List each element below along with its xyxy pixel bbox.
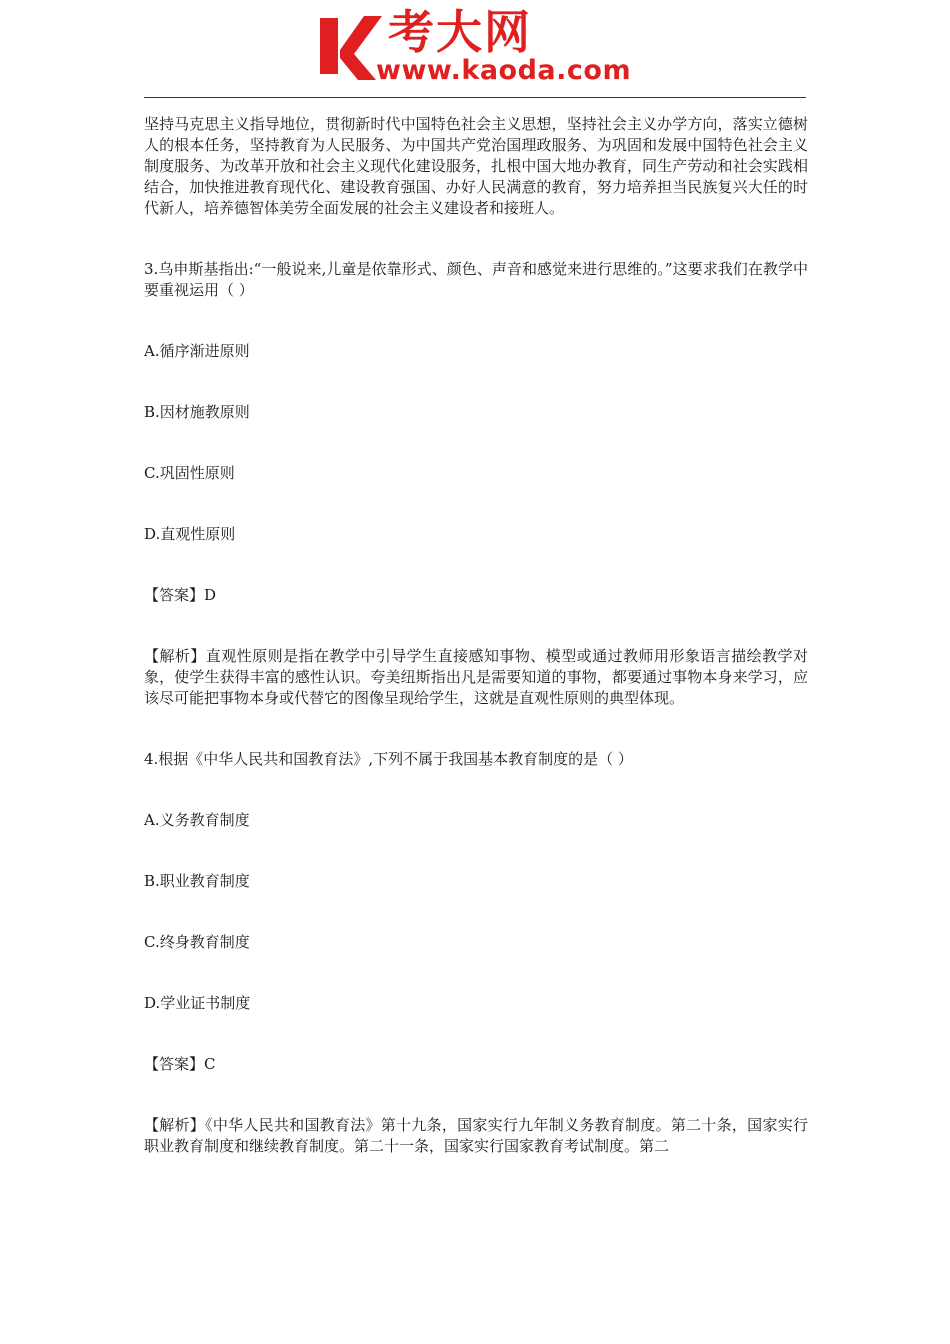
intro-paragraph: 坚持马克思主义指导地位，贯彻新时代中国特色社会主义思想，坚持社会主义办学方向，落实立德树人的根本任务，坚持教育为人民服务、为中国共产党治国理政服务、为巩固和发展中国特色社会主义制度服务、为改革开放和社会主义现代化建设服务，扎根中国大地办教育，同生产劳动和社会实践相结合，加快推进教育现代化、建设教育强国、办好人民满意的教育，努力培养担当民族复兴大任的时代新人，培养德智体美劳全面发展的社会主义建设者和接班人。: [144, 115, 808, 217]
question-4-option-c: C.终身教育制度: [144, 933, 250, 951]
question-3-stem: 3.乌申斯基指出:“一般说来,儿童是依靠形式、颜色、声音和感觉来进行思维的。”这要求我们在教学中要重视运用（ ）: [144, 260, 808, 299]
question-3-option-d: D.直观性原则: [144, 525, 236, 543]
header-divider: [144, 97, 806, 98]
logo-chinese-name: 考大网: [388, 5, 532, 59]
question-3-option-a: A.循序渐进原则: [144, 342, 250, 360]
question-3-answer: 【答案】D: [144, 586, 217, 604]
k-logo-icon: [318, 10, 382, 82]
question-4-stem: 4.根据《中华人民共和国教育法》,下列不属于我国基本教育制度的是（ ）: [144, 750, 633, 768]
document-body: [144, 114, 808, 1157]
question-3-option-c: C.巩固性原则: [144, 464, 235, 482]
question-4-option-b: B.职业教育制度: [144, 872, 250, 890]
question-4-option-a: A.义务教育制度: [144, 811, 250, 829]
logo-url: www.kaoda.com: [376, 55, 632, 86]
question-3-analysis: 【解析】直观性原则是指在教学中引导学生直接感知事物、模型或通过教师用形象语言描绘教学对象，使学生获得丰富的感性认识。夸美纽斯指出凡是需要知道的事物，都要通过事物本身来学习，应该尽可能把事物本身或代替它的图像呈现给学生，这就是直观性原则的典型体现。: [144, 647, 808, 707]
kaoda-logo[interactable]: [318, 5, 638, 88]
question-3-option-b: B.因材施教原则: [144, 403, 250, 421]
question-4-answer: 【答案】C: [144, 1055, 216, 1073]
page-header: [0, 0, 950, 100]
question-4-analysis: 【解析】《中华人民共和国教育法》第十九条，国家实行九年制义务教育制度。第二十条，国家实行职业教育制度和继续教育制度。第二十一条，国家实行国家教育考试制度。第二: [144, 1116, 808, 1155]
question-4-option-d: D.学业证书制度: [144, 994, 251, 1012]
